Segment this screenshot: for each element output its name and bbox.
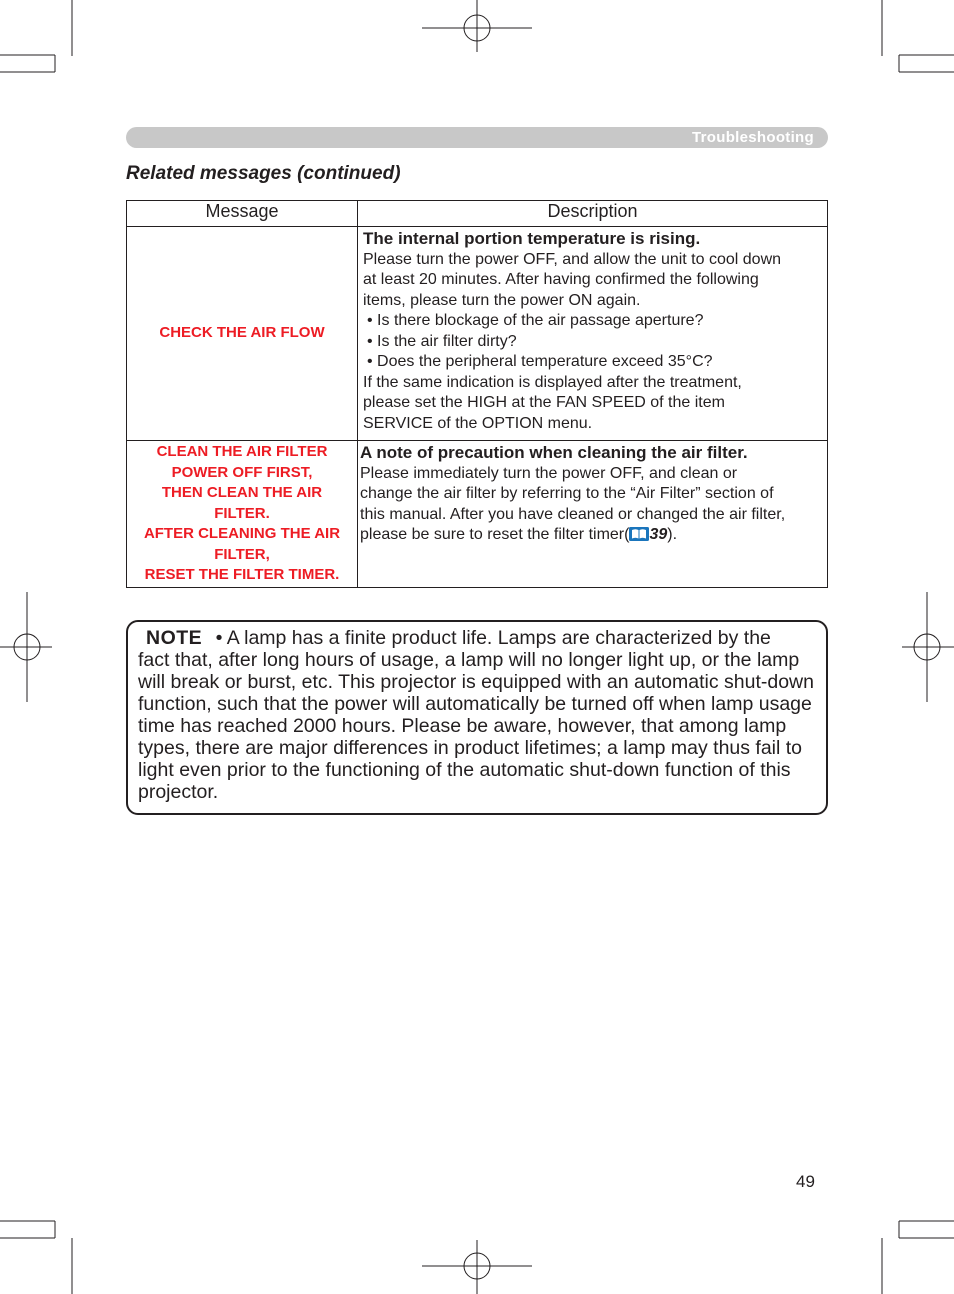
description-line: Please turn the power OFF, and allow the unit to cool down <box>363 250 782 268</box>
bullet-item: • Is there blockage of the air passage aperture? <box>367 312 704 329</box>
message-line: THEN CLEAN THE AIR <box>161 484 323 501</box>
note-line <box>138 627 823 649</box>
description-text: please be sure to reset the filter timer( <box>360 526 630 543</box>
page-heading: Related messages (continued) <box>126 163 401 184</box>
note-line: projector. <box>138 781 219 803</box>
bullet-item: • Is the air filter dirty? <box>367 332 517 350</box>
description-line <box>360 525 821 546</box>
description-line: Please immediately turn the power OFF, and clean or <box>360 464 738 482</box>
message-line: CLEAN THE AIR FILTER <box>156 443 328 460</box>
message-line: FILTER, <box>214 545 270 563</box>
note-line: fact that, after long hours of usage, a lamp will no longer light up, or the lamp <box>138 649 800 671</box>
description-title: The internal portion temperature is rising. <box>363 229 701 248</box>
description-line: items, please turn the power ON again. <box>363 291 641 309</box>
page-reference-link[interactable]: 39 <box>649 526 668 543</box>
note-text <box>138 627 823 803</box>
description-cell <box>358 227 828 441</box>
description-title: A note of precaution when cleaning the air filter. <box>360 443 748 462</box>
note-box <box>126 620 828 815</box>
book-icon <box>629 526 649 542</box>
messages-table <box>126 200 828 588</box>
bullet-item: • Does the peripheral temperature exceed 35°C? <box>367 353 713 370</box>
section-header-bar <box>126 127 828 148</box>
description-line: at least 20 minutes. After having confirmed the following <box>363 271 759 288</box>
note-line: light even prior to the functioning of the automatic shut-down function of this <box>138 759 791 781</box>
description-cell <box>358 441 828 588</box>
note-line: types, there are major differences in product lifetimes; a lamp may thus fail to <box>138 737 803 759</box>
message-line: POWER OFF FIRST, <box>171 463 313 481</box>
column-header-description: Description <box>358 201 828 227</box>
section-label: Troubleshooting <box>692 129 814 146</box>
page-number: 49 <box>796 1172 815 1191</box>
message-line: RESET THE FILTER TIMER. <box>144 566 340 583</box>
description-line: If the same indication is displayed after the treatment, <box>363 373 742 391</box>
description-line: change the air filter by referring to the “Air Filter” section of <box>360 485 774 502</box>
message-line: AFTER CLEANING THE AIR <box>143 525 341 542</box>
message-line: FILTER. <box>214 504 270 522</box>
description-line: this manual. After you have cleaned or changed the air filter, <box>360 505 786 523</box>
note-line: will break or burst, etc. This projector is equipped with an automatic shut-down <box>138 671 814 693</box>
table-header-row <box>127 201 828 227</box>
note-line: function, such that the power will automatically be turned off when lamp usage <box>138 693 812 715</box>
note-line-text: • A lamp has a finite product life. Lamps are characterized by the <box>215 627 771 649</box>
note-label: NOTE <box>146 627 203 649</box>
message-cell <box>127 227 358 441</box>
column-header-message: Message <box>127 201 358 227</box>
message-line: CHECK THE AIR FLOW <box>159 324 325 342</box>
description-text: ). <box>667 526 678 543</box>
table-row <box>127 441 828 588</box>
description-line: SERVICE of the OPTION menu. <box>363 414 593 432</box>
message-cell <box>127 441 358 588</box>
table-row <box>127 227 828 441</box>
note-line: time has reached 2000 hours. Please be aware, however, that among lamp <box>138 715 787 737</box>
description-line: please set the HIGH at the FAN SPEED of the item <box>363 394 725 411</box>
